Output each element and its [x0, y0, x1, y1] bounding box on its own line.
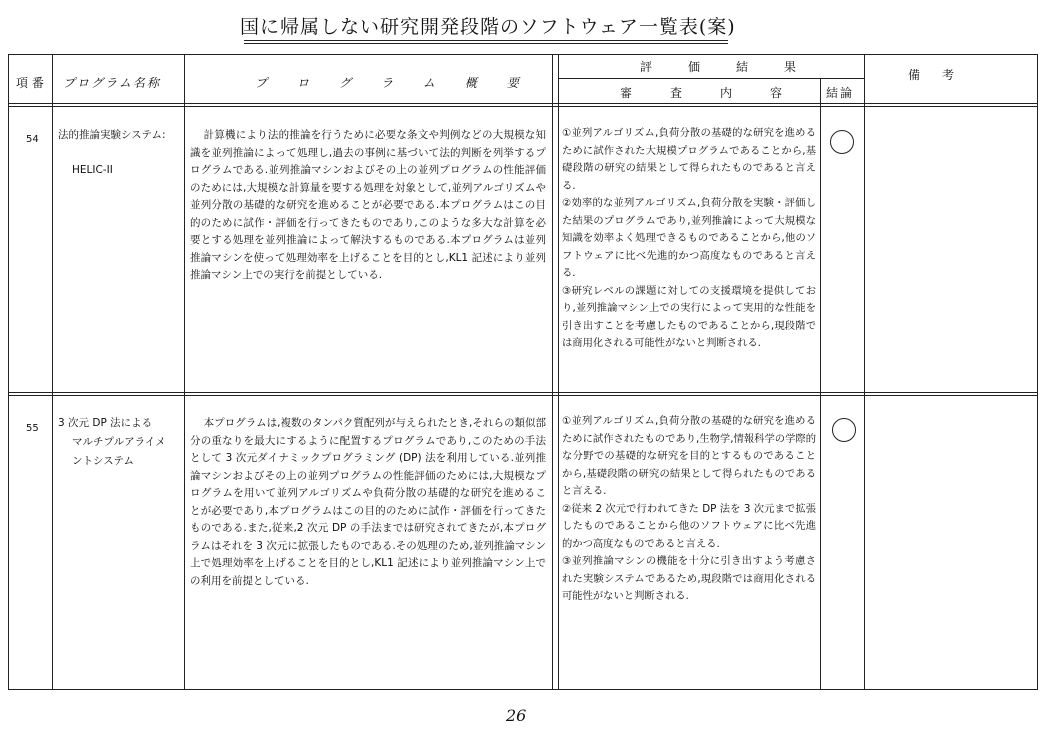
review-item: ①並列アルゴリズム,負荷分散の基礎的な研究を進めるために試作されたものであり,生物学,情報科学の学際的な分野での基礎的な研究を目的とするものであることから,基礎段階の研究の結果として得られたものであると言える. — [562, 415, 816, 497]
review-item: ②従来 2 次元で行われてきた DP 法を 3 次元まで拡張したものであることから他のソフトウェアに比べ先進的かつ高度なものであると言える. — [562, 502, 816, 550]
program-name-line: 法的推論実験システム: — [58, 129, 166, 141]
header-review-content: 審査内容 — [620, 86, 821, 100]
program-overview-text: 計算機により法的推論を行うために必要な条文や判例などの大規模な知識を並列推論によって処理し,過去の事例に基づいて法的判断を列挙するプログラムである.並列推論マシンおよびその上の並列プログラムの性能評価のためには,大規模な計算量を要する処理を対象として,並列アルゴリズムや並列分散の基礎的な研究を進めることが必要である.本プログラムはこの目的のために試作・評価を行ってきたものであり,このような多大な計算を必要とする処理を並列推論によって解決するものである.本プログラムは並列推論マシンを使って処理効率を上げることを目的とし,KL1 記述により並列推論マシン上での実行を前提としている. — [190, 129, 546, 281]
review-item: ②効率的な並列アルゴリズム,負荷分散を実験・評価した結果のプログラムであり,並列推論によって大規模な知識を効率よく処理できるものであることから,他のソフトウェアに比べ先進的かつ高度なものであると言える. — [562, 197, 816, 279]
program-overview-text: 本プログラムは,複数のタンパク質配列が与えられたとき,それらの類似部分の重なりを最大にするように配置するプログラムであり,このための手法として 3 次元ダイナミックプログラミング (DP) 法を利用している.並列推論マシンおよびその上の並列プログラムの性能評価のためには,大規模なプログラムを用いて並列アルゴリズムや負荷分散の基礎的な研究を進めることが必要であり,本プログラムはこの目的のために試作・評価を行ってきたものである.また,従来,2 次元 DP の手法までは研究されてきたが,本プログラムはそれを 3 次元に拡張したものである.その処理のため,並列推論マシン上で処理効率を上げることを目的とし,KL1 記述により並列推論マシン上での利用を前提としている. — [190, 417, 546, 587]
title-underline — [244, 43, 728, 44]
review-content — [562, 413, 816, 606]
program-name-line: マルチプルアライメ — [72, 436, 166, 448]
header-mid-line — [558, 78, 864, 79]
row-divider — [8, 395, 1038, 396]
row-divider — [8, 392, 1038, 393]
col-divider — [52, 55, 53, 690]
page-number: 26 — [506, 706, 527, 725]
title-underline — [244, 40, 728, 41]
header-item-no: 項 番 — [16, 76, 44, 90]
document-title: 国に帰属しない研究開発段階のソフトウェア一覧表(案) — [240, 16, 736, 38]
header-evaluation-result: 評価結果 — [640, 60, 833, 74]
row-item-no: 55 — [26, 423, 39, 434]
col-divider — [552, 55, 553, 690]
header-program-name: プログラム名称 — [63, 76, 161, 90]
review-content — [562, 125, 816, 353]
program-name-sub: HELIC-II — [72, 164, 113, 176]
review-item: ③研究レベルの課題に対しての支援環境を提供しており,並列推論マシン上での実行によって実用的な性能を引き出すことを考慮したものであることから,現段階では商用化される可能性がないと判断される. — [562, 284, 816, 349]
header-program-overview: プログラム概要 — [255, 76, 549, 90]
header-conclusion: 結論 — [826, 86, 855, 100]
review-item: ③並列推論マシンの機能を十分に引き出すよう考慮された実験システムであるため,現段階では商用化される可能性がないと判断される. — [562, 555, 816, 602]
col-divider — [820, 78, 821, 690]
conclusion-circle-mark — [832, 418, 856, 442]
col-divider — [864, 55, 865, 690]
col-divider — [558, 55, 559, 690]
program-name-line: 3 次元 DP 法による — [58, 417, 153, 429]
header-remarks: 備考 — [908, 68, 977, 82]
conclusion-circle-mark — [830, 130, 854, 154]
program-name-line: ントシステム — [72, 455, 134, 467]
review-item: ①並列アルゴリズム,負荷分散の基礎的な研究を進めるために試作された大規模プログラムであることから,基礎段階の研究の結果として得られたものであると言える. — [562, 127, 816, 192]
row-item-no: 54 — [26, 134, 39, 145]
header-bottom-line — [8, 106, 1038, 107]
header-bottom-line — [8, 103, 1038, 104]
col-divider — [184, 55, 185, 690]
